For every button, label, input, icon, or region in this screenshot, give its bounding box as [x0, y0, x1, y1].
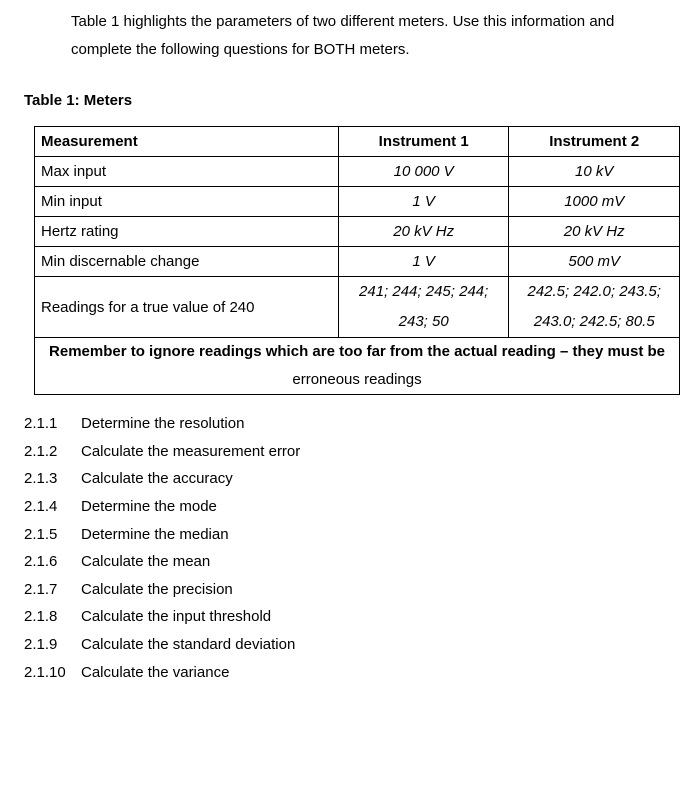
list-item [24, 493, 300, 521]
list-item [24, 631, 300, 659]
question-number: 2.1.2 [24, 442, 58, 460]
instrument-2-value: 10 kV [509, 157, 680, 187]
question-text: Determine the median [81, 525, 229, 543]
instrument-2-value: 20 kV Hz [509, 217, 680, 247]
question-text: Determine the resolution [81, 415, 245, 433]
list-item [24, 410, 300, 438]
question-number: 2.1.4 [24, 498, 58, 516]
list-item [24, 520, 300, 548]
readings-row [35, 277, 680, 338]
table-row [35, 217, 680, 247]
header-instrument-2: Instrument 2 [509, 127, 680, 157]
table-row [35, 187, 680, 217]
list-item [24, 603, 300, 631]
question-number: 2.1.1 [24, 415, 58, 433]
readings-line: 243.0; 242.5; 80.5 [533, 313, 655, 330]
list-item [24, 438, 300, 466]
question-list [24, 410, 300, 686]
intro-paragraph [71, 8, 671, 64]
question-number: 2.1.10 [24, 663, 66, 681]
table-title: Table 1: Meters [24, 92, 133, 109]
row-label: Min input [35, 187, 339, 217]
question-text: Calculate the input threshold [81, 608, 272, 626]
readings-line: 242.5; 242.0; 243.5; [527, 283, 661, 300]
question-number: 2.1.8 [24, 608, 58, 626]
instrument-1-value: 10 000 V [338, 157, 509, 187]
question-text: Calculate the variance [81, 663, 230, 681]
list-item [24, 465, 300, 493]
instrument-1-value: 1 V [338, 187, 509, 217]
instrument-2-readings [509, 277, 680, 338]
meters-table [34, 126, 680, 395]
intro-line: Table 1 highlights the parameters of two different meters. Use this information and [71, 13, 615, 30]
row-label: Hertz rating [35, 217, 339, 247]
question-number: 2.1.5 [24, 525, 58, 543]
row-label: Min discernable change [35, 247, 339, 277]
note-row [35, 338, 680, 395]
question-number: 2.1.9 [24, 636, 58, 654]
readings-line: 243; 50 [398, 313, 449, 330]
question-text: Calculate the measurement error [81, 442, 301, 460]
readings-label: Readings for a true value of 240 [35, 277, 339, 338]
question-number: 2.1.3 [24, 470, 58, 488]
table-row [35, 247, 680, 277]
question-number: 2.1.7 [24, 580, 58, 598]
instrument-1-readings [338, 277, 509, 338]
instrument-1-value: 20 kV Hz [338, 217, 509, 247]
question-number: 2.1.6 [24, 553, 58, 571]
table-header-row [35, 127, 680, 157]
note-line: erroneous readings [292, 371, 422, 388]
header-instrument-1: Instrument 1 [338, 127, 509, 157]
instrument-2-value: 1000 mV [509, 187, 680, 217]
header-measurement: Measurement [35, 127, 339, 157]
list-item [24, 576, 300, 604]
instrument-2-value: 500 mV [509, 247, 680, 277]
readings-line: 241; 244; 245; 244; [359, 283, 489, 300]
question-text: Calculate the standard deviation [81, 636, 296, 654]
table-row [35, 157, 680, 187]
question-text: Determine the mode [81, 498, 217, 516]
note-cell [35, 338, 680, 395]
note-line: Remember to ignore readings which are too far from the actual reading – they must be [49, 343, 665, 360]
row-label: Max input [35, 157, 339, 187]
question-text: Calculate the mean [81, 553, 211, 571]
intro-line: complete the following questions for BOTH meters. [71, 41, 410, 58]
question-text: Calculate the accuracy [81, 470, 233, 488]
question-text: Calculate the precision [81, 580, 233, 598]
list-item [24, 658, 300, 686]
list-item [24, 548, 300, 576]
instrument-1-value: 1 V [338, 247, 509, 277]
